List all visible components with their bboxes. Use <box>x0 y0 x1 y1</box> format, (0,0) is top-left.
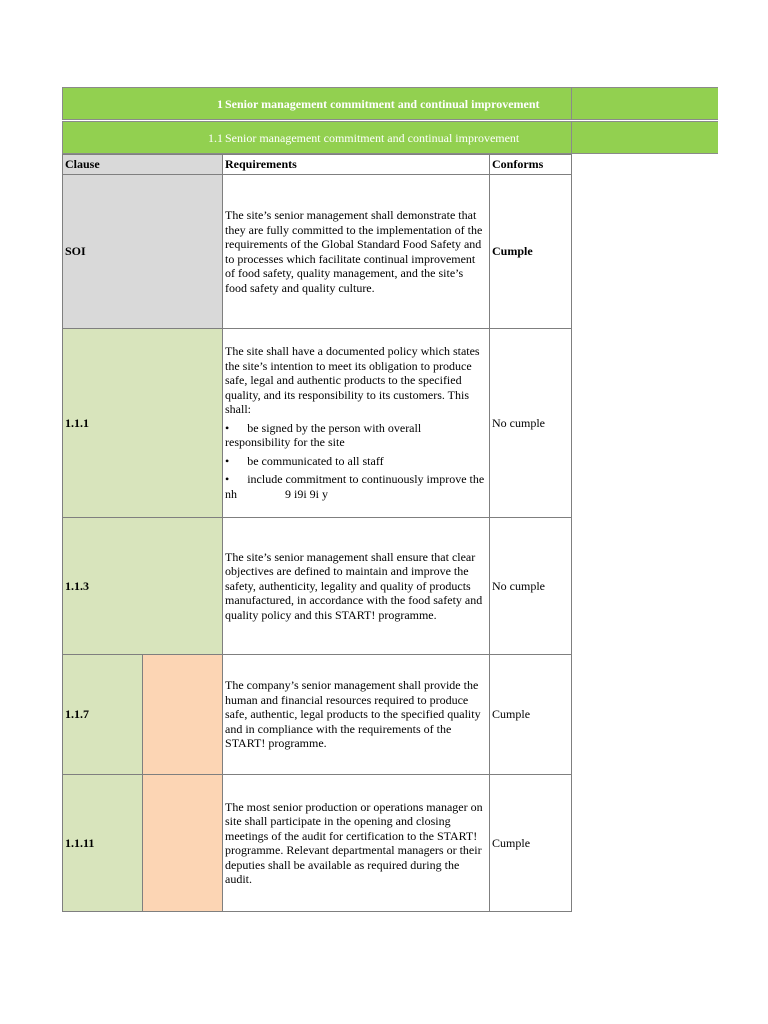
subsection-number: 1.1 <box>208 131 223 145</box>
requirement-cell <box>223 655 490 775</box>
requirement-text: The site’s senior management shall ensure that clear objectives are defined to maintain and improve the safety, authenticity, legality and quality of products manufactured, in accordance with the food safety and quality policy and this START! programme. <box>225 549 483 622</box>
table-row <box>63 655 572 775</box>
status-color-cell <box>143 775 223 912</box>
conforms-cell: No cumple <box>490 518 572 655</box>
section-title: Senior management commitment and continual improvement <box>225 97 540 111</box>
section-number: 1 <box>217 97 223 111</box>
clause-cell: 1.1.1 <box>63 329 223 518</box>
requirements-table <box>62 154 572 912</box>
clause-cell: SOI <box>63 175 223 329</box>
requirement-text: The most senior production or operations manager on site shall participate in the opening and closing meetings of the audit for certification to the START! programme. Relevant departmental managers or their deputies shall be available as required during the audit. <box>225 799 483 886</box>
subsection-header <box>62 121 718 154</box>
table-row <box>63 175 572 329</box>
conforms-cell: No cumple <box>490 329 572 518</box>
conforms-cell: Cumple <box>490 175 572 329</box>
requirement-cell <box>223 518 490 655</box>
clause-cell: 1.1.3 <box>63 518 223 655</box>
table-header-row <box>63 155 572 175</box>
conforms-header: Conforms <box>490 155 572 175</box>
clause-cell: 1.1.7 <box>63 655 143 775</box>
requirements-header: Requirements <box>223 155 490 175</box>
table-row <box>63 775 572 912</box>
subsection-title: Senior management commitment and continual improvement <box>225 131 520 145</box>
requirement-text: The company’s senior management shall provide the human and financial resources required to produce safe, authentic, legal products to the specified quality and in compliance with the requirements of the START! programme. <box>225 678 481 751</box>
conforms-cell: Cumple <box>490 775 572 912</box>
table-row <box>63 518 572 655</box>
conforms-cell: Cumple <box>490 655 572 775</box>
bullet-item: • include commitment to continuously improve the nh 9 i9i 9i y <box>225 472 488 501</box>
bullet-item: • be communicated to all staff <box>225 453 384 468</box>
bullet-item: • be signed by the person with overall responsibility for the site <box>225 420 422 449</box>
requirement-text: The site shall have a documented policy which states the site’s intention to meet its obligation to produce safe, legal and authentic products to the specified quality, and its responsibility to its customers. This shall: <box>225 344 480 416</box>
clause-cell: 1.1.11 <box>63 775 143 912</box>
requirement-cell <box>223 329 490 518</box>
requirement-text: The site’s senior management shall demonstrate that they are fully committed to the implementation of the requirements of the Global Standard Food Safety and to processes which facilitate continual improvement of food safety, quality management, and the site’s food safety and quality culture. <box>225 208 483 295</box>
table-row <box>63 329 572 518</box>
clause-header: Clause <box>63 155 223 175</box>
status-color-cell <box>143 655 223 775</box>
requirement-cell <box>223 175 490 329</box>
requirement-cell <box>223 775 490 912</box>
section-header <box>62 87 718 120</box>
